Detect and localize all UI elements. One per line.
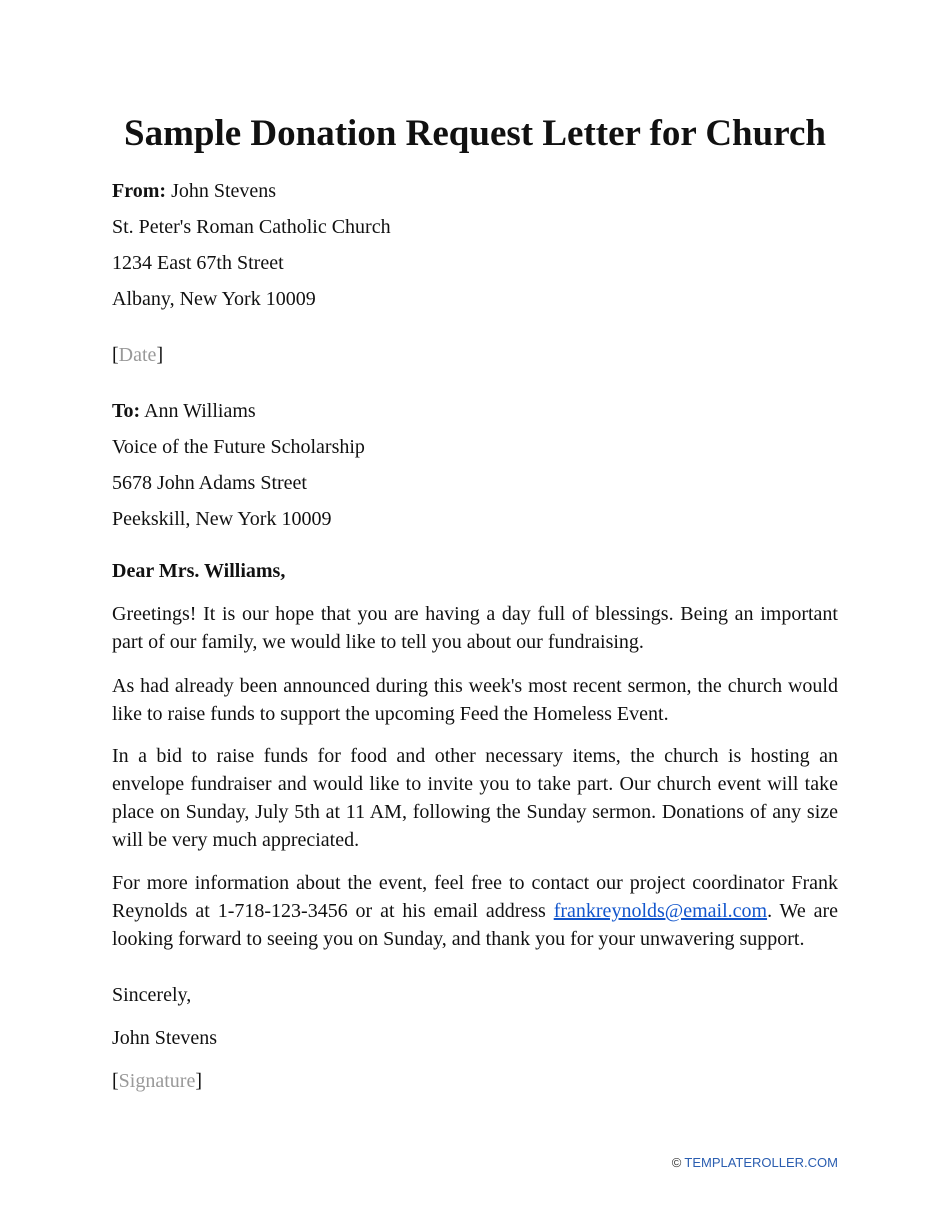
body-paragraph: In a bid to raise funds for food and other necessary items, the church is hosting an envelope fundraiser and would like to invite you to take part. Our church event will take place on Sunday, July 5th at 11 AM, following the Sunday sermon. Donations of any size will be very much appreciated. <box>112 745 838 851</box>
recipient-name: Ann Williams <box>144 400 256 422</box>
sender-street: 1234 East 67th Street <box>112 252 284 274</box>
signer-name: John Stevens <box>112 1027 217 1049</box>
document-title: Sample Donation Request Letter for Church <box>124 113 826 154</box>
date-placeholder: Date <box>118 344 157 366</box>
signature-placeholder: Signature <box>118 1070 196 1092</box>
recipient-label: To: <box>112 400 141 422</box>
closing: Sincerely, <box>112 984 192 1006</box>
recipient-org: Voice of the Future Scholarship <box>112 436 365 458</box>
body-paragraph: As had already been announced during this week's most recent sermon, the church would like to raise funds to support the upcoming Feed the Homeless Event. <box>112 675 838 725</box>
copyright-symbol: © <box>671 1155 682 1170</box>
body-paragraph: Greetings! It is our hope that you are having a day full of blessings. Being an important part of our family, we would like to tell you about our fundraising. <box>112 603 838 653</box>
letter-page <box>112 0 838 1230</box>
salutation: Dear Mrs. Williams, <box>112 560 286 582</box>
sender-city: Albany, New York 10009 <box>112 288 316 310</box>
sender-name-line <box>112 178 276 204</box>
footer-site-link[interactable]: TEMPLATEROLLER.COM <box>684 1155 838 1170</box>
email-link[interactable]: frankreynolds@email.com <box>553 900 768 922</box>
footer-credit <box>672 1155 838 1171</box>
signature-field: [Signature] <box>112 1070 202 1092</box>
contact-text-before: For more information about the event, feel free to contact our project coordinator Frank Reynolds at 1-718-123-3456 or at his email address <box>112 872 838 922</box>
recipient-city: Peekskill, New York 10009 <box>112 508 332 530</box>
contact-text-after: . We are looking forward to seeing you on Sunday, and thank you for your unwavering support. <box>112 900 838 950</box>
recipient-name-line <box>112 398 256 424</box>
sender-name: John Stevens <box>171 180 277 202</box>
recipient-street: 5678 John Adams Street <box>112 472 307 494</box>
date-field: [Date] <box>112 344 164 366</box>
sender-org: St. Peter's Roman Catholic Church <box>112 216 391 238</box>
contact-paragraph <box>112 869 838 953</box>
sender-label: From: <box>112 180 167 202</box>
